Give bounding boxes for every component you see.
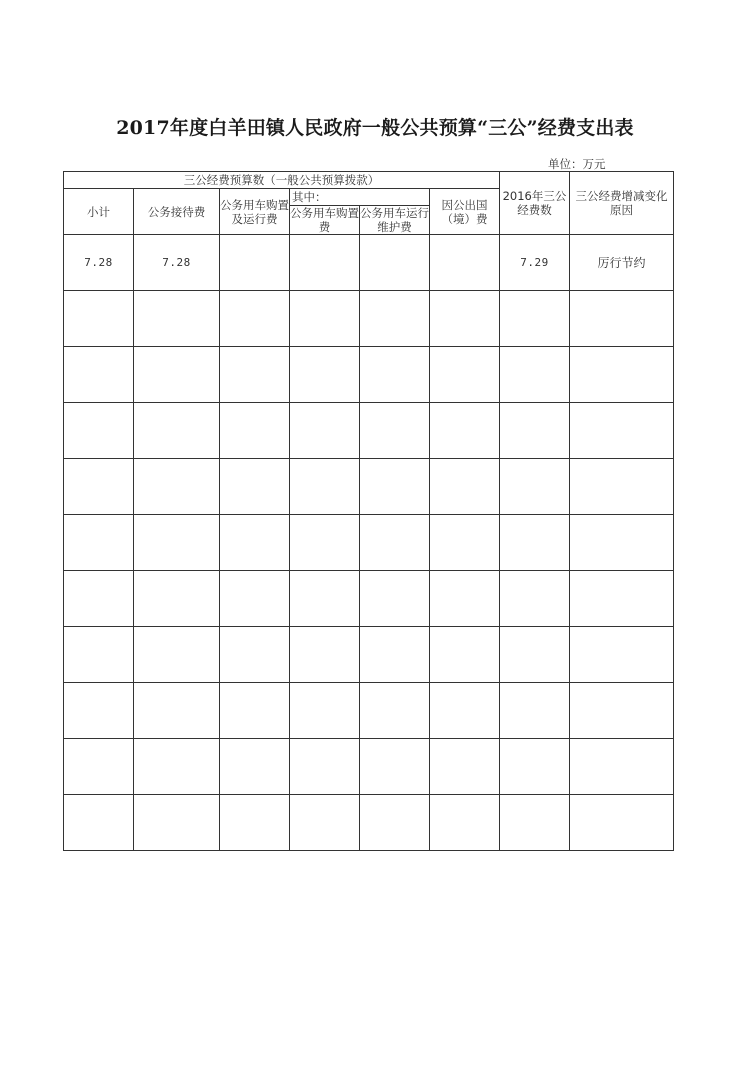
- empty-cell: [64, 403, 134, 459]
- empty-cell: [360, 795, 430, 851]
- empty-cell: [64, 683, 134, 739]
- empty-cell: [290, 739, 360, 795]
- empty-cell: [134, 795, 220, 851]
- empty-cell: [290, 795, 360, 851]
- empty-cell: [290, 459, 360, 515]
- table-row: [64, 403, 674, 459]
- empty-cell: [430, 571, 500, 627]
- empty-cell: [500, 459, 570, 515]
- empty-cell: [500, 291, 570, 347]
- empty-cell: [134, 571, 220, 627]
- empty-cell: [134, 459, 220, 515]
- empty-cell: [500, 795, 570, 851]
- empty-cell: [360, 291, 430, 347]
- empty-cell: [500, 571, 570, 627]
- empty-cell: [64, 291, 134, 347]
- header-subtotal: 小计: [64, 189, 134, 235]
- empty-cell: [500, 347, 570, 403]
- table-row: [64, 739, 674, 795]
- empty-cell: [430, 403, 500, 459]
- empty-cell: [290, 403, 360, 459]
- cell-reception: 7.28: [134, 235, 220, 291]
- empty-cell: [570, 739, 674, 795]
- cell-change-reason: 厉行节约: [570, 235, 674, 291]
- empty-cell: [134, 515, 220, 571]
- header-travel-abroad: 因公出国（境）费: [430, 189, 500, 235]
- empty-cell: [500, 683, 570, 739]
- empty-cell: [360, 515, 430, 571]
- empty-cell: [430, 683, 500, 739]
- header-of-which: 其中：: [290, 189, 430, 206]
- table-row: [64, 459, 674, 515]
- empty-cell: [64, 795, 134, 851]
- empty-cell: [360, 627, 430, 683]
- empty-cell: [500, 739, 570, 795]
- empty-cell: [290, 347, 360, 403]
- table-row: [64, 291, 674, 347]
- empty-cell: [220, 403, 290, 459]
- header-prev-year: 2016年三公经费数: [500, 172, 570, 235]
- empty-cell: [134, 739, 220, 795]
- empty-cell: [570, 683, 674, 739]
- empty-cell: [570, 627, 674, 683]
- cell-subtotal: 7.28: [64, 235, 134, 291]
- empty-cell: [430, 795, 500, 851]
- empty-cell: [570, 571, 674, 627]
- header-vehicle-purchase: 公务用车购置费: [290, 206, 359, 234]
- empty-cell: [500, 627, 570, 683]
- header-group: 三公经费预算数（一般公共预算拨款）: [64, 172, 500, 189]
- empty-cell: [500, 515, 570, 571]
- cell-vehicle-maintenance: [360, 235, 430, 291]
- empty-cell: [134, 403, 220, 459]
- empty-cell: [220, 515, 290, 571]
- empty-cell: [220, 291, 290, 347]
- empty-cell: [64, 515, 134, 571]
- empty-cell: [134, 627, 220, 683]
- empty-cell: [360, 683, 430, 739]
- empty-cell: [430, 347, 500, 403]
- header-vehicle: 公务用车购置及运行费: [220, 189, 290, 235]
- empty-cell: [360, 459, 430, 515]
- empty-cell: [64, 347, 134, 403]
- empty-cell: [360, 739, 430, 795]
- cell-vehicle-purchase: [290, 235, 360, 291]
- empty-cell: [570, 347, 674, 403]
- empty-cell: [134, 683, 220, 739]
- table-row: [64, 683, 674, 739]
- empty-cell: [290, 683, 360, 739]
- empty-cell: [134, 347, 220, 403]
- budget-table: [63, 171, 674, 851]
- empty-cell: [64, 571, 134, 627]
- page-title: 2017年度白羊田镇人民政府一般公共预算“三公”经费支出表: [116, 117, 634, 139]
- empty-cell: [430, 627, 500, 683]
- empty-cell: [220, 795, 290, 851]
- empty-cell: [64, 739, 134, 795]
- cell-prev-year: 7.29: [500, 235, 570, 291]
- table-row: [64, 347, 674, 403]
- empty-cell: [360, 571, 430, 627]
- empty-cell: [290, 291, 360, 347]
- empty-cell: [290, 515, 360, 571]
- empty-cell: [290, 571, 360, 627]
- unit-label: 单位：万元: [548, 157, 606, 171]
- empty-cell: [500, 403, 570, 459]
- table-row: [64, 515, 674, 571]
- header-row-group: [64, 172, 674, 189]
- empty-cell: [360, 403, 430, 459]
- empty-cell: [430, 515, 500, 571]
- empty-cell: [430, 459, 500, 515]
- cell-vehicle: [220, 235, 290, 291]
- empty-cell: [570, 459, 674, 515]
- table-row: [64, 795, 674, 851]
- empty-cell: [220, 571, 290, 627]
- empty-cell: [64, 459, 134, 515]
- cell-travel-abroad: [430, 235, 500, 291]
- empty-cell: [220, 459, 290, 515]
- empty-cell: [570, 515, 674, 571]
- header-change-reason: 三公经费增减变化原因: [570, 172, 674, 235]
- table-row: [64, 571, 674, 627]
- header-vehicle-maintenance: 公务用车运行维护费: [360, 206, 429, 234]
- empty-cell: [290, 627, 360, 683]
- empty-cell: [134, 291, 220, 347]
- empty-cell: [360, 347, 430, 403]
- table-row: [64, 235, 674, 291]
- empty-cell: [570, 403, 674, 459]
- empty-cell: [220, 347, 290, 403]
- empty-cell: [220, 739, 290, 795]
- empty-cell: [570, 291, 674, 347]
- table-row: [64, 627, 674, 683]
- empty-cell: [430, 739, 500, 795]
- empty-cell: [220, 627, 290, 683]
- empty-cell: [64, 627, 134, 683]
- empty-cell: [220, 683, 290, 739]
- header-reception: 公务接待费: [134, 189, 220, 235]
- empty-cell: [570, 795, 674, 851]
- empty-cell: [430, 291, 500, 347]
